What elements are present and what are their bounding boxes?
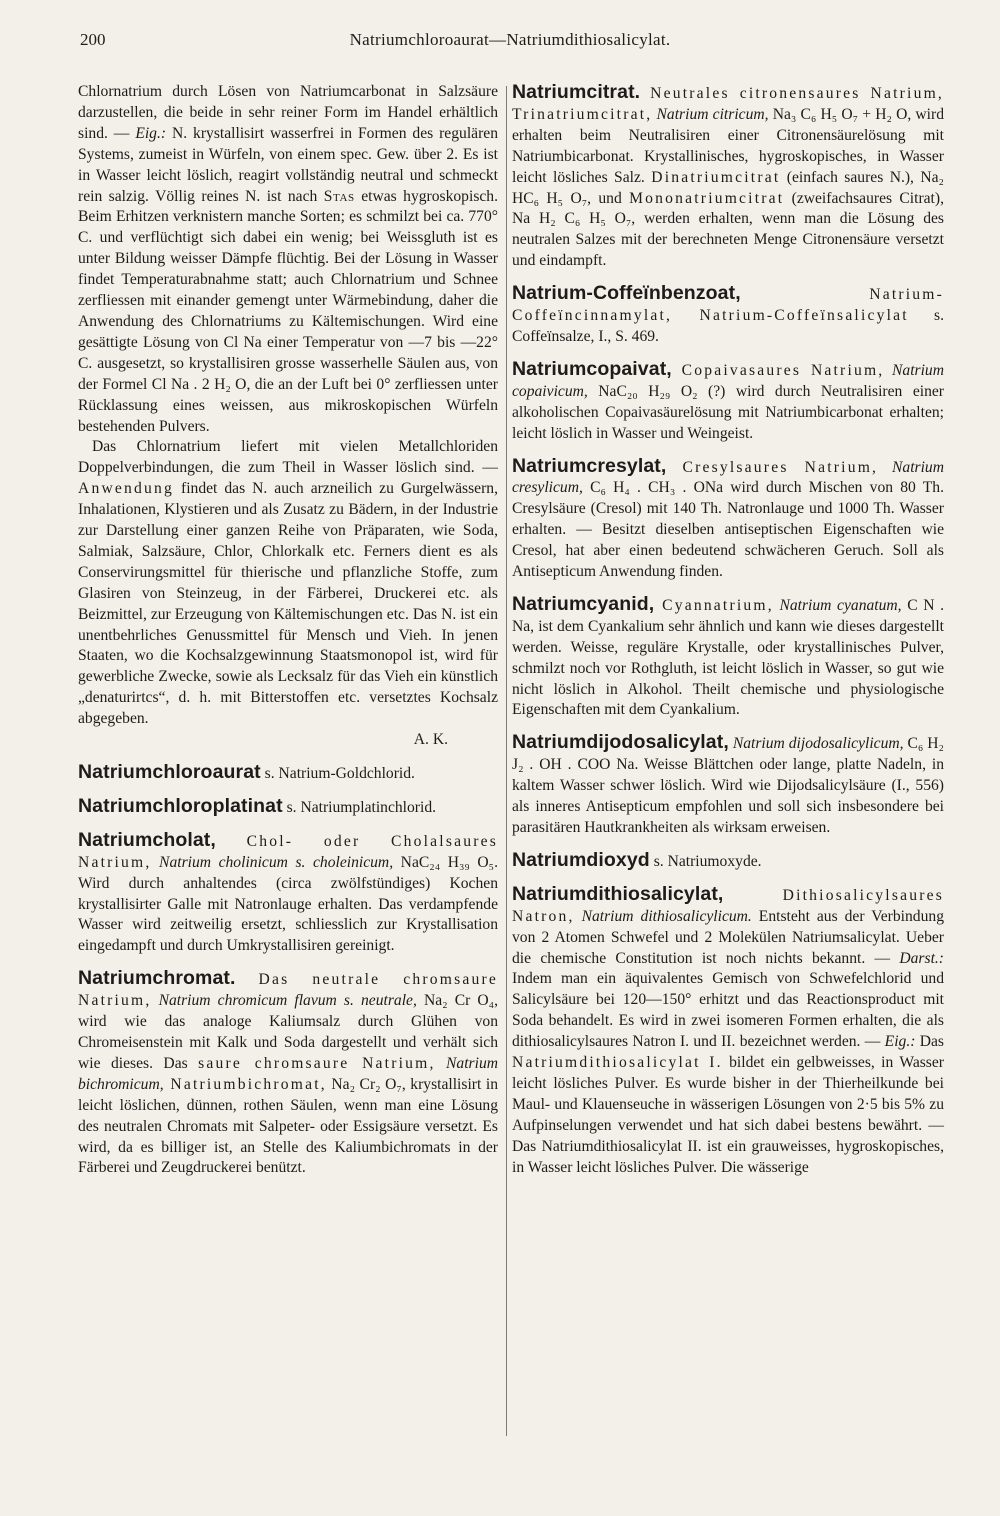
column-divider [506,86,507,1436]
text-run: C₆ H₄ . CH₃ . ONa wird durch Mischen von 80 Th. Cresylsäure (Cresol) mit 140 Th. Natronlauge und 1000 Th. Wasser erhalten. — Besitzt dieselben antiseptischen Eigenschaften wie Cresol, hat aber einen bedeutend schwächeren Geruch. Soll als Antisepticum Anwendung finden. [512,479,944,581]
text-run: s. Natriumoxyde. [649,852,762,870]
latin-name: Natrium cholinicum s. choleinicum, [151,853,394,871]
entry-headword: Natriumcholat, [78,828,216,851]
spaced-text: Dinatriumcitrat [651,168,781,186]
spaced-text: Mononatriumcitrat [629,189,785,207]
latin-name: Natrium cresylicum, [512,458,944,497]
spaced-text: Neutrales citronensaures Natrium, Trinatriumcitrat, [512,85,944,123]
running-title: Natriumchloroaurat—Natriumdithiosalicylat. [349,30,671,49]
entry-headword: Natriumdithiosalicylat, [512,882,724,905]
entry-headword: Natriumcresylat, [512,454,667,477]
entry-headword: Natriumdioxyd [512,848,650,871]
text-run: Na₂ Cr₂ O₇, krystallisirt in leicht löslichen, dünnen, rothen Säulen, wenn man eine Lösung des neutralen Chromats mit Salpeter- oder Essigsäure versetzt. Es wird, da es billiger ist, an Stelle des Kaliumbichromats in der Färberei und Zeugdruckerei benützt. [78,1075,498,1177]
text-run: (einfach saures N.), Na₂ HC₆ H₅ O₇, und [512,168,944,207]
eig-label: Eig.: [884,1033,916,1051]
entry-natrium-coffeinbenzoat [512,283,944,348]
text-run: C N . Na, ist dem Cyankalium sehr ähnlich und kann wie dieses dargestellt werden. Weisse, reguläre Krystalle, oder krystallinisches Pulver, schmilzt noch vor Rothgluth, ist leicht löslich in Wasser, so gut wie nicht löslich in Alkohol. Theilt chemische und physiologische Eigenschaften mit dem Cyankalium. [512,596,944,719]
anwendung-label: Anwendung [78,480,175,498]
entry-natriumcopaivat [512,359,944,445]
entry-natriumcholat [78,830,498,957]
text-run: NaC₂₄ H₃₉ O₅. Wird durch anhaltendes (circa zwölfstündiges) Kochen krystallisirter Galle mit Natronlauge erhalten. Das verdampfende Wasser wird zeitweilig ersetzt, schliesslich zur Krystallisation eingedampft und durch Umkrystallisiren gereinigt. [78,853,499,955]
spaced-text: saure chromsaure Natrium, [198,1054,436,1072]
latin-name: Natrium chromicum flavum s. neutrale, [151,992,417,1010]
spaced-text: Natriumbichromat, [163,1075,327,1093]
text-run: Entsteht aus der Verbindung von 2 Atomen Schwefel und 2 Molekülen Natriumsalicylat. Ueber die chemische Constitution ist noch nichts bekannt. — [512,907,944,967]
text-run: Das [915,1033,944,1051]
entry-natriumdijodosalicylat [512,732,944,839]
text-run: s. Coffeïnsalze, I., S. 469. [512,307,944,345]
entry-headword: Natriumdijodosalicylat, [512,731,729,754]
text-run: Das Chlornatrium liefert mit vielen Metallchloriden Doppelverbindungen, die zum Theil in Wasser löslich sind. — [78,438,498,477]
entry-natriumcresylat [512,456,944,583]
text-run: findet das N. auch arzneilich zu Gurgelwässern, Inhalationen, Klystieren und als Zusatz zu Bädern, in der Industrie zur Darstellung einer ganzen Reihe von Präparaten, wie Soda, Salmiak, Salzsäure, Chlor, Chlorkalk etc. Ferners dient es als Conservirungsmittel für thierische und pflanzliche Stoffe, zum Glasiren von Steinzeug, in der Färberei, Druckerei etc. als Beizmittel, zur Erzeugung von Kältemischungen etc. Das N. ist ein unentbehrliches Genussmittel für Mensch und Vieh. In jenen Staaten, wo die Kochsalzgewinnung Staatsmonopol ist, wird für gewerbliche Zwecke, sowie als Lecksalz für das Vieh ein künstlich „denaturirtcs“, d. h. mit Bitterstoffen etc. versetztes Kochsalz abgegeben. [78,480,498,728]
text-run: Na₂ Cr O₄, wird wie das analoge Kaliumsalz durch Glühen von Chromeisenstein mit Kalk und Soda dargestellt und verhält sich wie dieses. Das [78,992,498,1072]
spaced-text: Cresylsaures Natrium, [666,458,879,476]
eig-label: Eig.: [135,124,167,142]
entry-natriumchromat [78,968,498,1179]
text-run: etwas hygroskopisch. Beim Erhitzen verknistern manche Sorten; es schmilzt bei ca. 770° C. und verflüchtigt sich dabei ein wenig; bei Weissgluth ist es unter Bildung weisser Dämpfe flüchtig. Bei der Lösung in Wasser findet Temperaturabnahme statt; auch Chlornatrium und Schnee zerfliessen mit einander gemengt unter Wärmebindung, daher die Anwendung des Chlornatriums zu Kältemischungen. Wird eine gesättigte Lösung von Cl Na einer Temperatur von —7 bis —22° C. ausgesetzt, so krystallisiren grosse wasserhelle Säulen aus, von der Formel Cl Na . 2 H₂ O, die an der Luft bei 0° zerfliessen unter Rücklassung eines weissen, aus mikroskopischen Würfeln bestehenden Pulvers. [78,187,498,435]
text-run: s. Natriumplatinchlorid. [282,798,437,816]
latin-name: Natrium dijodosalicylicum, [728,735,904,753]
spaced-text: Chol- oder Cholalsaures Natrium, [78,832,498,871]
text-run: NaC₂₀ H₂₉ O₂ (?) wird durch Neutralisiren einer alkoholischen Copaivasäurelösung mit Natriumbicarbonat erhalten; leicht löslich in Wasser und Weingeist. [512,382,944,442]
darst-label: Darst.: [899,949,944,967]
text-run: bildet ein gelbweisses, in Wasser leicht lösliches Pulver. Es wurde bisher in der Thierheilkunde bei Maul- und Klauenseuche in wässerigen Lösungen von 2·5 bis 5% zu Aufpinselungen verwendet und hat sich dabei bestens bewährt. — Das Natriumdithiosalicylat II. ist ein grauweisses, hygroskopisches, in Wasser leicht lösliches Pulver. Die wässerige [512,1054,944,1176]
entry-headword: Natriumcitrat. [512,81,641,103]
text-run: N. krystallisirt wasserfrei in Formen des regulären Systems, zumeist in Würfeln, von einem spec. Gew. über 2. Es ist in Wasser leicht löslich, reagirt vollständig neutral und schmeckt rein salzig. Völlig reines N. ist nach [78,124,498,205]
page-header [80,30,940,60]
right-column [512,82,944,1179]
text-run: Indem man ein äquivalentes Gemisch von Schwefelchlorid und Salicylsäure bei 120—150° erhitzt und das Reactionsproduct mit Soda behandelt. Es wird in zwei isomeren Formen erhalten, die als dithiosalicylsaures Natron I. und II. bezeichnet werden. — [512,970,944,1051]
entry-natriumdithiosalicylat [512,884,944,1179]
left-column [78,82,498,1179]
latin-name: Natrium dithiosalicylicum. [574,907,752,925]
spaced-text: Dithiosalicylsaures Natron, [512,886,944,925]
text-run: s. Natrium-Goldchlorid. [260,765,415,782]
entry-headword: Natrium-Coffeïnbenzoat, [512,282,741,305]
entry-headword: Natriumcyanid, [512,592,655,615]
spaced-text: Natrium-Coffeïncinnamylat, Natrium-Coffeïnsalicylat [512,286,944,325]
latin-name: Natrium cyanatum, [773,596,902,614]
entry-headword: Natriumchloroaurat [78,761,261,783]
entry-natriumchloroaurat [78,762,498,785]
entry-natriumcitrat [512,82,944,272]
entry-headword: Natriumchromat. [78,967,236,990]
paragraph-chlornatrium-properties [78,82,498,437]
entry-headword: Natriumcopaivat, [512,357,672,380]
spaced-text: Cyannatrium, [654,596,774,614]
text-run: (zweifachsaures Citrat), Na H₂ C₆ H₅ O₇, werden erhalten, wenn man die Lösung des neutralen Salzes mit der berechneten Menge Citronensäure versetzt und eindampft. [512,189,944,270]
latin-name: Natrium copaivicum, [512,361,944,400]
text-run: Chlornatrium durch Lösen von Natriumcarbonat in Salzsäure darzustellen, die beide in sehr reiner Form im Handel erhältlich sind. — [78,83,498,142]
author-name-stas: Stas [323,187,355,205]
paragraph-chlornatrium-uses [78,437,498,730]
latin-name: Natrium bichromicum, [78,1054,499,1093]
entry-natriumdioxyd [512,850,944,873]
entry-headword: Natriumchloroplatinat [78,794,283,817]
latin-name: Natrium citricum, [652,105,769,123]
spaced-text: Das neutrale chromsaure Natrium, [78,971,498,1010]
text-run: C₆ H₂ J₂ . OH . COO Na. Weisse Blättchen oder lange, platte Nadeln, in kaltem Wasser schwer löslich. Wird wie Dijodsalicylsäure (I., 556) als inneres Antisepticum empfohlen und soll sich insbesondere bei parasitären Hautkrankheiten als wirksam erweisen. [512,735,944,836]
entry-natriumcyanid [512,594,944,721]
spaced-text: Natriumdithiosalicylat I. [512,1054,723,1072]
author-signature: A. K. [413,731,448,749]
entry-natriumchloroplatinat [78,796,498,819]
spaced-text: Copaivasaures Natrium, [671,361,885,379]
text-run: Na₃ C₆ H₅ O₇ + H₂ O, wird erhalten beim Neutralisiren einer Citronensäurelösung mit Natriumbicarbonat. Krystallinisches, hygroskopisches, in Wasser leicht lösliches Salz. [512,105,944,186]
page-number: 200 [80,30,106,49]
